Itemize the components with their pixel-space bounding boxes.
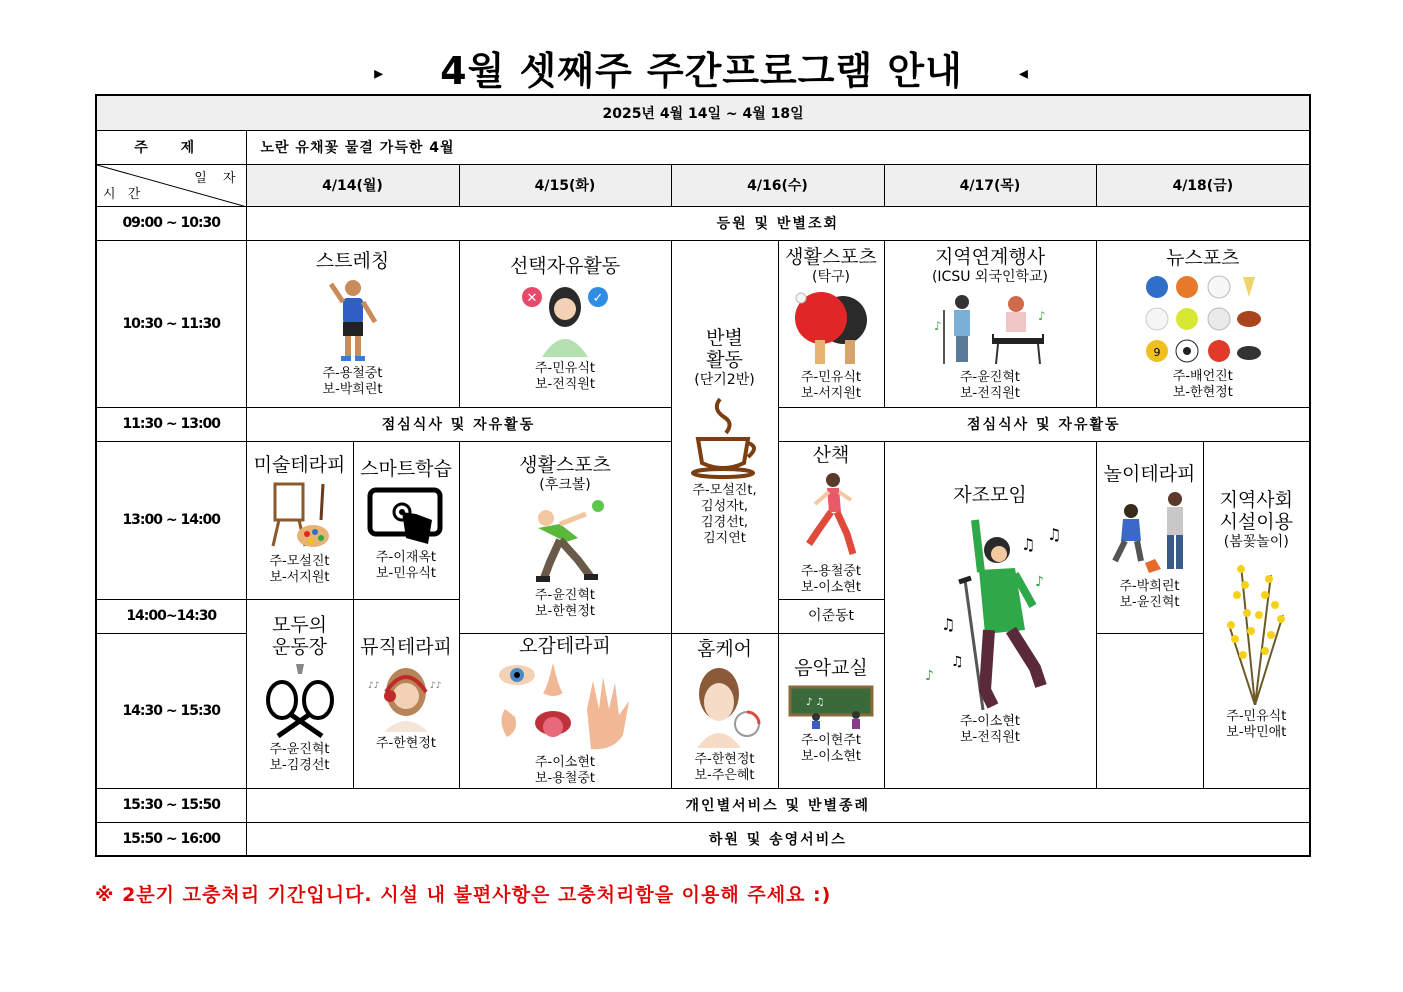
departure-row: 하원 및 송영서비스: [246, 822, 1310, 856]
activity-name: 선택자유활동: [509, 254, 621, 277]
staff-assist: 보-주은혜t: [694, 767, 755, 783]
activity-sub: (탁구): [812, 268, 850, 285]
staff-main: 주-윤진혁t: [534, 588, 596, 603]
staff-member: 김성자t,: [701, 498, 748, 514]
headphones-woman-icon: [366, 662, 446, 732]
staff-assist: 보-용철중t: [534, 770, 596, 786]
day-label: 일 자: [194, 170, 242, 186]
day-header-wed: 4/16(수): [671, 164, 884, 206]
time-slot: 15:30 ~ 15:50: [96, 788, 246, 822]
staff-assist: 보-윤진혁t: [1119, 595, 1180, 610]
staff-member: 김경선t,: [701, 514, 748, 530]
svg-text:♫: ♫: [1047, 524, 1062, 544]
activity-music-class: [778, 633, 884, 788]
staff-assist: 보-한현정t: [1172, 384, 1233, 400]
time-slot: 15:50 ~ 16:00: [96, 822, 246, 856]
time-slot: 14:30 ~ 15:30: [96, 633, 246, 788]
five-senses-icon: [495, 661, 635, 751]
activity-name: 지역연계행사: [934, 245, 1046, 268]
activity-art: [246, 441, 353, 599]
staff-assist: 보-전직원t: [959, 385, 1021, 401]
staff-assist: 보-민유식t: [375, 566, 437, 581]
activity-community: [884, 240, 1096, 407]
playing-people-icon: [1105, 489, 1195, 575]
activity-name: 생활스포츠: [519, 454, 611, 476]
activity-play: [1096, 441, 1203, 633]
activity-sub: (ICSU 외국인학교): [931, 268, 1049, 285]
staff-main: 주-이소현t: [959, 713, 1021, 729]
day-header-tue: 4/15(화): [459, 164, 671, 206]
pingpong-paddle-icon: [791, 290, 871, 366]
activity-name: 자조모임: [953, 483, 1027, 506]
time-slot: 14:00~14:30: [96, 599, 246, 633]
svg-text:♪: ♪: [1038, 308, 1046, 323]
time-label: 시 간: [103, 186, 145, 202]
concert-performers-icon: [930, 290, 1050, 366]
lunch-row-right: 점심식사 및 자유활동: [778, 407, 1310, 441]
schedule-table: [95, 94, 1311, 857]
svg-text:♪: ♪: [925, 667, 934, 684]
time-slot: 09:00 ~ 10:30: [96, 206, 246, 240]
activity-name: 활동: [706, 348, 743, 371]
staff-assist: 보-전직원t: [534, 376, 596, 392]
staff-main: 주-한현정t: [694, 751, 755, 767]
svg-text:♪♪: ♪♪: [368, 680, 380, 691]
svg-text:♪♪: ♪♪: [430, 680, 442, 691]
staff-main: 주-한현정t: [375, 735, 437, 751]
activity-homecare: [671, 633, 778, 788]
activity-name: 음악교실: [794, 656, 868, 679]
staff-assist: 보-박희린t: [322, 381, 383, 397]
skincare-woman-icon: [685, 664, 765, 748]
music-classroom-icon: [786, 683, 876, 729]
sports-balls-icon: [1143, 273, 1263, 365]
activity-name: 지역사회: [1219, 488, 1293, 511]
activity-name: 시설이용: [1219, 510, 1293, 533]
theme-value: 노란 유채꽃 물결 가득한 4월: [246, 130, 1310, 164]
notice-text: ※ 2분기 고충처리 기간입니다. 시설 내 불편사항은 고충처리함을 이용해 주세요 :): [95, 884, 832, 906]
coffee-cup-icon: [690, 393, 760, 479]
activity-name: 스트레칭: [315, 249, 390, 272]
svg-text:♫: ♫: [941, 614, 956, 634]
staff-main: 주-윤진혁t: [269, 741, 330, 757]
activity-walk: [778, 441, 884, 599]
activity-sub: (후크볼): [539, 477, 591, 493]
lunch-row-left: 점심식사 및 자유활동: [246, 407, 671, 441]
svg-text:♪: ♪: [1035, 573, 1044, 590]
staff-member: 김지연t: [703, 530, 746, 546]
activity-sub: (단기2반): [694, 371, 755, 388]
activity-name: 미술테라피: [253, 454, 346, 476]
day-header-fri: 4/18(금): [1096, 164, 1310, 206]
staff-main: 주-이재옥t: [375, 550, 437, 565]
activity-name: 산책: [812, 444, 850, 466]
svg-text:♪ ♫: ♪ ♫: [806, 696, 825, 708]
art-easel-icon: [265, 480, 335, 550]
time-slot: 11:30 ~ 13:00: [96, 407, 246, 441]
staff-assist: 보-김경선t: [269, 757, 330, 773]
date-range: 2025년 4월 14일 ~ 4월 18일: [96, 95, 1310, 130]
activity-gym: [246, 599, 353, 788]
arrow-right-icon: ▸: [374, 63, 385, 84]
time-slot: 10:30 ~ 11:30: [96, 240, 246, 407]
arrival-row: 등원 및 반별조회: [246, 206, 1310, 240]
staff-main: 주-민유식t: [534, 360, 596, 376]
staff-main: 주-배언진t: [1172, 368, 1233, 384]
activity-name: 운동장: [271, 635, 328, 658]
staff-assist: 보-전직원t: [959, 729, 1021, 745]
staff-main: 주-용철중t: [800, 564, 862, 579]
theme-label: 주 제: [96, 130, 246, 164]
activity-sub: (봄꽃놀이): [1223, 533, 1289, 550]
header-corner: [96, 164, 246, 206]
day-header-thu: 4/17(목): [884, 164, 1096, 206]
page-title: [0, 40, 1403, 95]
staff-main: 주-박희린t: [1119, 579, 1180, 594]
staff-main: 주-이현주t: [800, 732, 862, 748]
activity-name: 오감테라피: [519, 634, 611, 657]
activity-name: 놀이테라피: [1103, 463, 1196, 485]
time-slot: 13:00 ~ 14:00: [96, 441, 246, 599]
choice-person-icon: [520, 281, 610, 357]
activity-stretch: [246, 240, 459, 407]
staff-assist: 보-한현정t: [534, 604, 596, 619]
activity-name: 스마트학습: [360, 458, 452, 480]
activity-facility: [1203, 441, 1310, 788]
staff-main: 주-민유식t: [800, 369, 862, 385]
arrow-left-icon: ◂: [1018, 63, 1029, 84]
staff-assist: 보-서지원t: [800, 385, 862, 401]
svg-text:♫: ♫: [1021, 534, 1036, 554]
activity-choice: [459, 240, 671, 407]
running-woman-icon: [801, 470, 861, 560]
activity-name: 뮤직테라피: [360, 635, 452, 658]
svg-text:♪: ♪: [934, 318, 942, 333]
day-header-mon: 4/14(월): [246, 164, 459, 206]
forsythia-flower-icon: [1221, 555, 1291, 705]
svg-text:✓: ✓: [592, 290, 604, 306]
activity-newsports: [1096, 240, 1310, 407]
staff-assist: 보-서지원t: [269, 570, 330, 585]
activity-music: [353, 599, 459, 788]
svg-text:9: 9: [1153, 345, 1161, 359]
svg-text:♫: ♫: [951, 653, 964, 670]
schedule-wrapper: [95, 94, 1311, 857]
staff-assist: 보-이소현t: [800, 580, 862, 595]
staff-main: 주-용철중t: [322, 365, 383, 381]
staff-assist: 보-이소현t: [800, 748, 862, 764]
activity-smart: [353, 441, 459, 599]
staff-main: 주-이소현t: [534, 754, 596, 770]
staff-main: 주-모설진t,: [692, 482, 757, 498]
activity-pingpong: [778, 240, 884, 407]
activity-name: 모두의: [271, 613, 328, 636]
staff-main: 주-민유식t: [1226, 708, 1287, 724]
ball-throw-person-icon: [520, 498, 610, 584]
activity-hockey: [459, 441, 671, 633]
staff-main: 주-모설진t: [269, 554, 330, 569]
activity-name: 생활스포츠: [785, 245, 877, 268]
title-text: 4월 셋째주 주간프로그램 안내: [440, 49, 963, 93]
individual-service-row: 개인별서비스 및 반별종례: [246, 788, 1310, 822]
activity-class: [671, 240, 778, 633]
activity-name: 뉴스포츠: [1166, 246, 1240, 269]
staff-main: 주-윤진혁t: [959, 369, 1021, 385]
activity-name: 반별: [706, 326, 743, 349]
stretching-person-icon: [323, 276, 383, 362]
tablet-touch-icon: [366, 484, 446, 546]
activity-leejun: [778, 599, 884, 633]
svg-text:✕: ✕: [526, 290, 538, 306]
staff-main: 이준동t: [807, 608, 855, 624]
activity-name: 홈케어: [696, 637, 753, 660]
activity-self: [884, 441, 1096, 788]
singing-woman-icon: [915, 510, 1065, 710]
activity-senses: [459, 633, 671, 788]
staff-assist: 보-박민애t: [1226, 724, 1287, 740]
badminton-rackets-icon: [260, 662, 340, 738]
